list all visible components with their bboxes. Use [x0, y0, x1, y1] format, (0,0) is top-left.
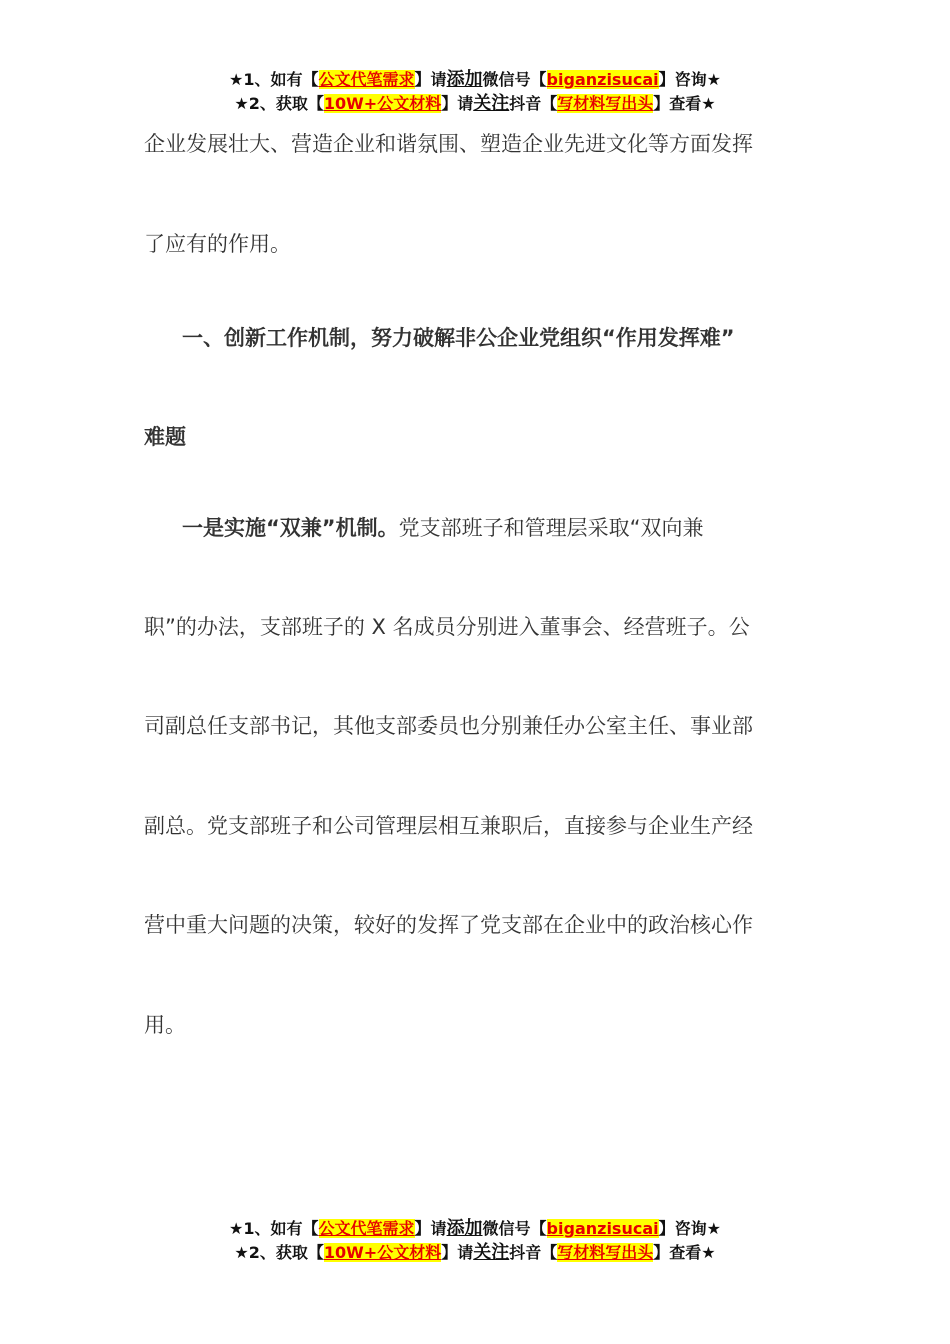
star-icon: ★ [706, 1219, 721, 1238]
banner-text: 】查看 [653, 1243, 702, 1262]
banner-text: 1、如有【 [243, 1219, 319, 1238]
paragraph-1-line-2: 了应有的作用。 [144, 232, 291, 256]
paragraph-1-line-1: 企业发展壮大、营造企业和谐氛围、塑造企业先进文化等方面发挥 [144, 132, 753, 156]
star-icon: ★ [701, 1243, 716, 1262]
paragraph-2-line-4: 副总。党支部班子和公司管理层相互兼职后，直接参与企业生产经 [144, 814, 753, 838]
emphasis-add: 添加 [446, 69, 483, 90]
star-icon: ★ [706, 70, 721, 89]
banner-text: 微信号【 [482, 70, 547, 89]
highlight-materials: 10W+公文材料 [323, 94, 442, 113]
paragraph-2-line-3: 司副总任支部书记，其他支部委员也分别兼任办公室主任、事业部 [144, 714, 753, 738]
paragraph-2-line-2: 职”的办法，支部班子的 X 名成员分别进入董事会、经营班子。公 [144, 615, 750, 639]
emphasis-add: 添加 [446, 1218, 483, 1239]
emphasis-follow: 关注 [473, 93, 510, 114]
paragraph-2-line-5: 营中重大问题的决策，较好的发挥了党支部在企业中的政治核心作 [144, 913, 753, 937]
highlight-service: 公文代笔需求 [318, 70, 415, 89]
section-heading-line-2: 难题 [144, 425, 186, 449]
banner-text: 】咨询 [658, 70, 707, 89]
star-icon: ★ [229, 70, 244, 89]
banner-text: 】查看 [653, 94, 702, 113]
highlight-wechat-id: biganzisucai [546, 70, 659, 89]
paragraph-2-line-1-text: 党支部班子和管理层采取“双向兼 [398, 516, 704, 540]
header-banner [0, 68, 950, 116]
emphasis-follow: 关注 [473, 1242, 510, 1263]
banner-text: 】请 [414, 1219, 447, 1238]
banner-text: 】请 [414, 70, 447, 89]
header-banner-line-2 [0, 92, 950, 116]
star-icon: ★ [234, 1243, 249, 1262]
paragraph-2-line-6: 用。 [144, 1013, 186, 1037]
star-icon: ★ [701, 94, 716, 113]
banner-text: 】请 [441, 94, 474, 113]
section-heading-line-1: 一、创新工作机制，努力破解非公企业党组织“作用发挥难” [182, 326, 735, 350]
banner-text: 2、获取【 [248, 1243, 324, 1262]
highlight-service: 公文代笔需求 [318, 1219, 415, 1238]
highlight-materials: 10W+公文材料 [323, 1243, 442, 1262]
header-banner-line-1 [0, 68, 950, 92]
footer-banner-line-2 [0, 1241, 950, 1265]
footer-banner [0, 1217, 950, 1265]
banner-text: 1、如有【 [243, 70, 319, 89]
banner-text: 抖音【 [509, 94, 558, 113]
paragraph-2-line-1 [144, 512, 844, 542]
banner-text: 】请 [441, 1243, 474, 1262]
banner-text: 2、获取【 [248, 94, 324, 113]
banner-text: 微信号【 [482, 1219, 547, 1238]
highlight-wechat-id: biganzisucai [546, 1219, 659, 1238]
highlight-douyin-account: 写材料写出头 [557, 94, 654, 113]
footer-banner-line-1 [0, 1217, 950, 1241]
banner-text: 】咨询 [658, 1219, 707, 1238]
highlight-douyin-account: 写材料写出头 [557, 1243, 654, 1262]
banner-text: 抖音【 [509, 1243, 558, 1262]
star-icon: ★ [234, 94, 249, 113]
paragraph-2-lead: 一是实施“双兼”机制。 [182, 516, 399, 540]
star-icon: ★ [229, 1219, 244, 1238]
